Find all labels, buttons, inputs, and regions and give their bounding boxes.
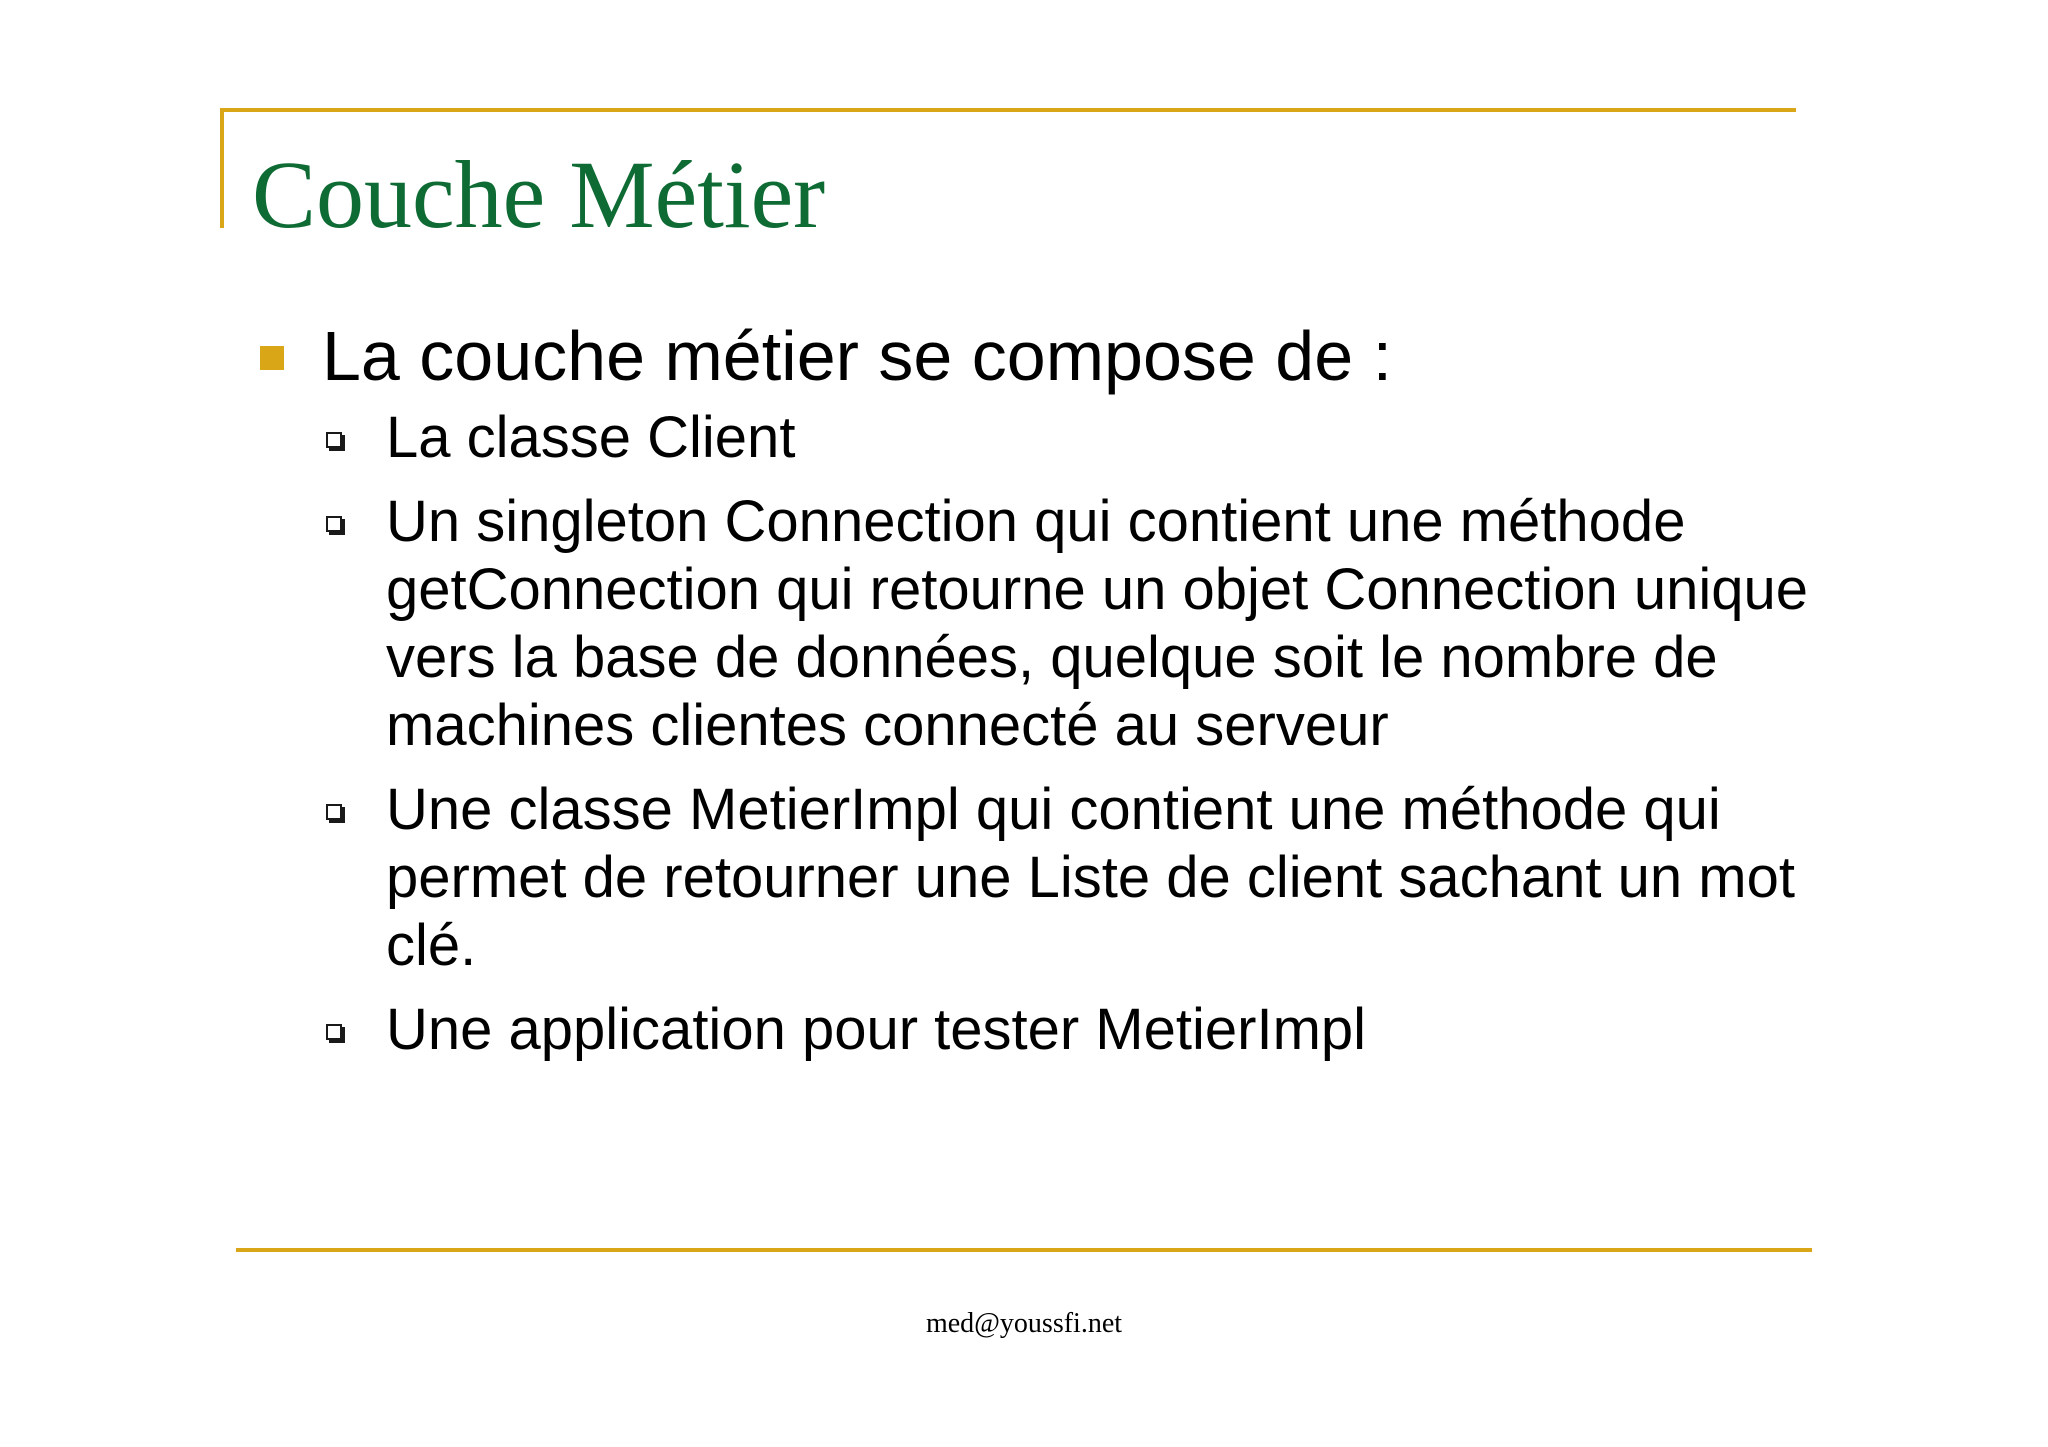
shadowed-box-icon bbox=[326, 432, 342, 448]
bullet-level1-text: La couche métier se compose de : bbox=[322, 317, 1393, 395]
sub-bullet-item bbox=[256, 776, 1816, 980]
left-frame-rule bbox=[220, 108, 224, 228]
shadowed-box-icon bbox=[326, 804, 342, 820]
filled-square-icon bbox=[260, 346, 284, 370]
bullet-level1 bbox=[256, 316, 1816, 396]
sub-bullet-text: La classe Client bbox=[386, 405, 796, 470]
sub-bullet-text: Un singleton Connection qui contient une méthode getConnection qui retourne un objet Connection unique vers la base de données, quelque soit le nombre de machines clientes connecté au serveur bbox=[386, 489, 1809, 758]
slide-body bbox=[256, 316, 1816, 1064]
sub-bullet-text: Une classe MetierImpl qui contient une méthode qui permet de retourner une Liste de client sachant un mot clé. bbox=[386, 777, 1795, 978]
bottom-frame-rule bbox=[236, 1248, 1812, 1252]
top-frame-rule bbox=[220, 108, 1796, 112]
footer-email: med@youssfi.net bbox=[925, 1308, 1123, 1339]
slide-title: Couche Métier bbox=[252, 141, 826, 248]
shadowed-box-icon bbox=[326, 516, 342, 532]
sub-bullet-item bbox=[256, 488, 1816, 760]
shadowed-box-icon bbox=[326, 1024, 342, 1040]
sub-bullet-text: Une application pour tester MetierImpl bbox=[386, 997, 1367, 1062]
sub-bullet-list bbox=[256, 404, 1816, 1064]
sub-bullet-item bbox=[256, 404, 1816, 472]
sub-bullet-item bbox=[256, 996, 1816, 1064]
